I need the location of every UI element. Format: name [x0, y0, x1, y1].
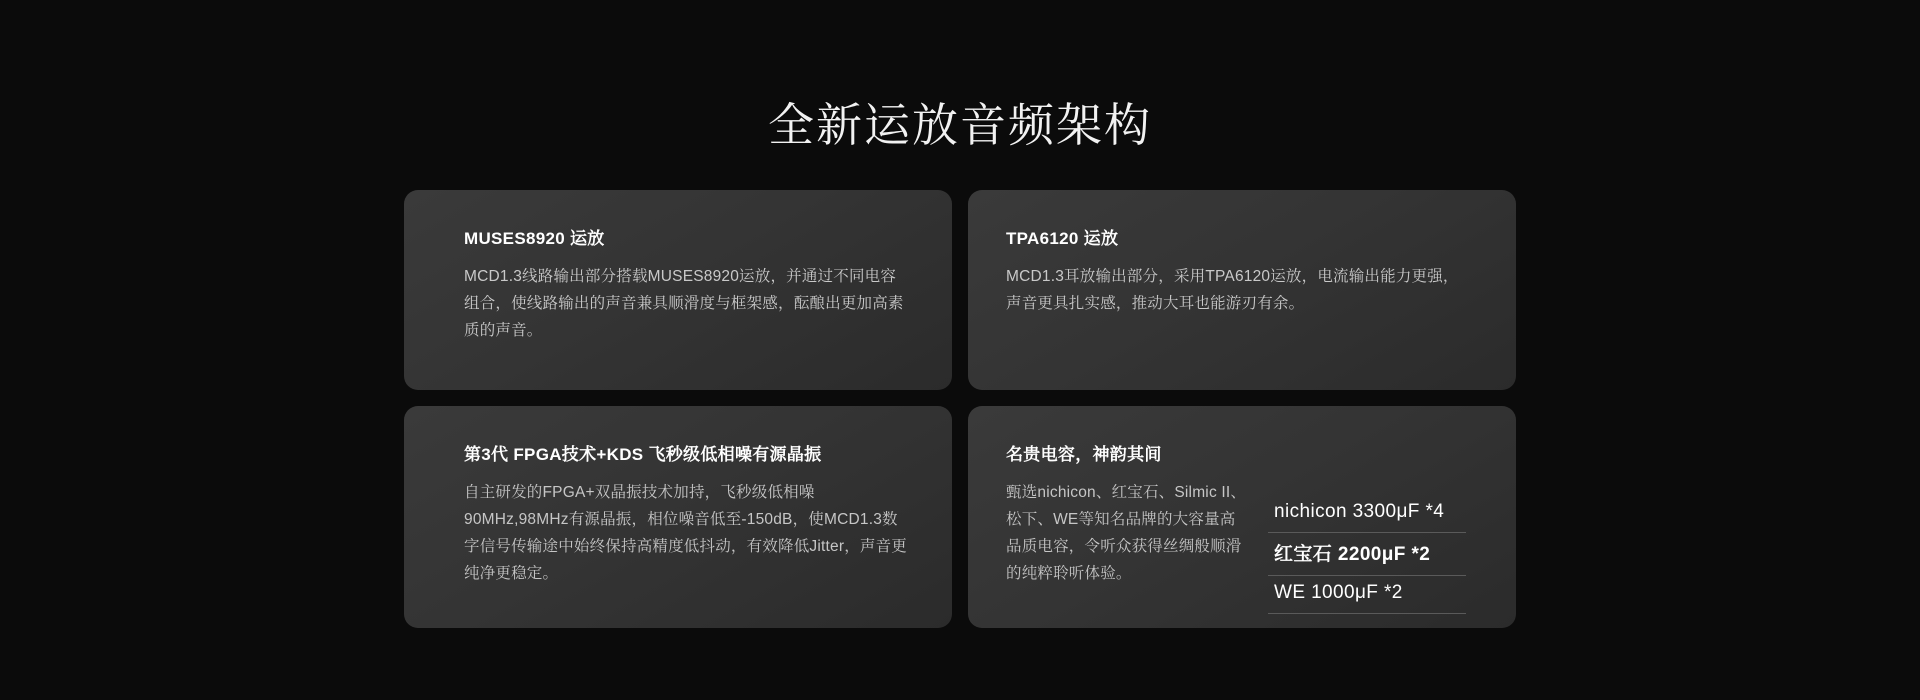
- capacitor-spec-item: WE 1000μF *2: [1268, 576, 1466, 614]
- card-body: MCD1.3线路输出部分搭载MUSES8920运放，并通过不同电容组合，使线路输出的声音兼具顺滑度与框架感，酝酿出更加高素质的声音。: [464, 268, 904, 340]
- card-fpga-kds: [404, 406, 952, 628]
- capacitor-spec-item: nichicon 3300μF *4: [1268, 495, 1466, 533]
- card-title: TPA6120 运放: [1006, 229, 1119, 248]
- card-body: MCD1.3耳放输出部分，采用TPA6120运放，电流输出能力更强，声音更具扎实感，推动大耳也能游刃有余。: [1006, 268, 1459, 313]
- card-tpa6120: [968, 190, 1516, 390]
- card-body: 自主研发的FPGA+双晶振技术加持，飞秒级低相噪90MHz,98MHz有源晶振，相位噪音低至-150dB，使MCD1.3数字信号传输途中始终保持高精度低抖动，有效降低Jitter，声音更纯净更稳定。: [464, 484, 907, 583]
- capacitor-spec-list: [1268, 479, 1472, 614]
- card-body: 甄选nichicon、红宝石、Silmic II、松下、WE等知名品牌的大容量高品质电容，令听众获得丝绸般顺滑的纯粹聆听体验。: [1006, 484, 1247, 583]
- capacitor-layout: [1006, 479, 1472, 614]
- card-title: 名贵电容，神韵其间: [1006, 445, 1162, 464]
- capacitor-spec-item: 红宝石 2200μF *2: [1268, 533, 1466, 576]
- feature-card-grid: [404, 190, 1516, 628]
- card-title: MUSES8920 运放: [464, 229, 605, 248]
- card-title: 第3代 FPGA技术+KDS 飞秒级低相噪有源晶振: [464, 445, 822, 464]
- card-muses8920: [404, 190, 952, 390]
- page-title: 全新运放音频架构: [768, 98, 1152, 151]
- card-capacitors: [968, 406, 1516, 628]
